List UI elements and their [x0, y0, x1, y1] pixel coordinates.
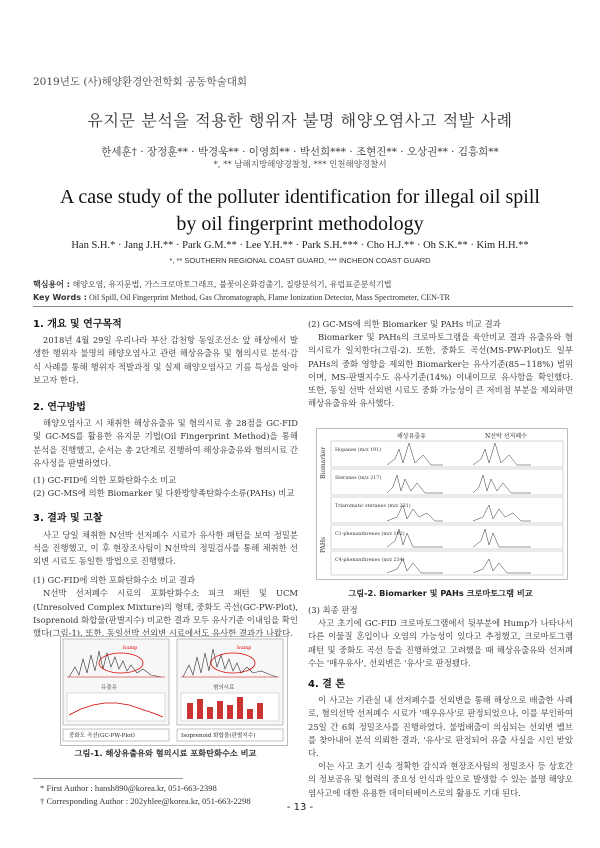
conference-name: 2019년도 (사)해양환경안전학회 공동학술대회 [33, 76, 248, 88]
fig1-right-title: 혐의시료 [213, 685, 235, 691]
keywords-english-text: Oil Spill, Oil Fingerprint Method, Gas Chromatograph, Flame Ionization Detector, Mass Spectrometer, CEN-TR [88, 293, 450, 302]
fig2-row-4 [331, 525, 563, 549]
keywords-korean [33, 278, 573, 291]
keywords-english-label: Key Words : [33, 293, 87, 302]
fig2-rows [331, 441, 563, 575]
fig2-side-label-pahs: PAHs [320, 536, 327, 553]
figure-2 [316, 428, 568, 580]
section-1-text: 2018년 4월 29일 우리나라 부산 감천항 동일조선소 앞 해상에서 발생한 행위자 불명의 해양오염사고 관련 해상유출유 및 혐의시료 분석·감식 사례를 통해 행위자 적발과정 및 실제 해양오염사고 기름 특성을 알아보고자 한다. [33, 335, 298, 385]
authors-korean: 한세훈† · 장정훈** · 박경욱** · 이영희** · 박선희*** · 조현진** · 오상권** · 김흥희** [101, 146, 499, 158]
figure-1-chromatograms [61, 637, 287, 745]
section-2-text: 해양오염사고 시 채취한 해상유출유 및 혐의시료 총 28점을 GC-FID 및 GC-MS를 활용한 유지문 기법(Oil Fingerprint Method)을 통해 분석을 진행했고, 순서는 총 2단계로 진행하여 해상유출유와 혐의시료 간 유사성을 판별하였다. [33, 418, 298, 468]
section-4-title: 4. 결 론 [308, 679, 346, 691]
fig2-row-1 [331, 441, 563, 467]
right-column-top [308, 318, 573, 410]
section-3-title: 3. 결과 및 고찰 [33, 513, 103, 525]
fig2-column-2-label: N선박 선저폐수 [485, 433, 527, 440]
section-4-text-2: 이는 사고 초기 신속 정확한 감식과 현장조사팀의 정밀조사 등 상호간의 정보공유 및 협력의 중요성 인식과 앞으로 발생할 수 있는 불명 해양오염사고에 대한 유용한 데이터베이스로의 활용도 기대 된다. [308, 761, 573, 798]
fig1-left-label: 중화도 곡선(GC-PW-Plot) [69, 733, 135, 739]
title-english-line1: A case study of the polluter identification for illegal oil spill [60, 186, 540, 208]
keywords-korean-text: 해양오염, 유지문법, 가스크로마토그래프, 불꽃이온화검출기, 질량분석기, 유럽표준분석기법 [72, 280, 392, 289]
section-2-title: 2. 연구방법 [33, 402, 86, 414]
section-3-item-1-text: N선박 선저폐수 시료의 포화탄화수소 피크 패턴 및 UCM (Unresolved Complex Mixture)의 형태, 중화도 곡선(GC-PW-Plot), Isoprenoid 화합물(판별지수) 비교한 결과 모두 유사기준 이내임을 확인했다(그림-1). 또한, 동일선박 선외변 시료에서도 유사한 결과가 나왔다. [33, 588, 298, 639]
header-divider [33, 306, 573, 307]
figure-2-caption: 그림-2. Biomarker 및 PAHs 크로마토그램 비교 [348, 588, 533, 598]
page-number: - 13 - [286, 802, 314, 813]
fig1-left-hump-label: hump [123, 645, 138, 651]
section-3-item-1: (1) GC-FID에 의한 포화탄화수소 비교 결과 [33, 575, 196, 586]
section-3-text: 사고 당일 채취한 N선박 선저폐수 시료가 유사한 패턴을 보여 정밀분석을 진행했고, 이 후 현장조사팀이 N선박의 정밀검사를 통해 채취한 선외변 시료도 동일한 방법으로 진행했다. [33, 529, 298, 567]
section-2-item-1: (1) GC-FID에 의한 포화탄화수소 비교 [33, 475, 177, 486]
section-4-text-1: 이 사고는 기관실 내 선저폐수를 선외변을 통해 해상으로 배출한 사례로, 혐의선박 선저폐수 시료가 '매우유사'로 판정되었으나, 이를 부인하여 25일 간 6회 정밀조사를 진행하였다. 불법배출이 의심되는 선외변 밸브를 찾아내어 분석 의뢰한 결과, '유사'로 판정되어 유출 사실을 시인 받았다. [308, 695, 573, 759]
fig2-row-3-label: Triaromatic steranes (m/z 231) [335, 504, 411, 509]
figure-1-caption: 그림-1. 해상유출유와 혐의시료 포화탄화수소 비교 [74, 748, 257, 758]
fig2-row-5 [331, 551, 563, 575]
authors-english: Han S.H.* · Jang J.H.** · Park G.M.** · Lee Y.H.** · Park S.H.*** · Cho H.J.** · Oh S.K.** · Kim H.H.** [71, 240, 529, 251]
title-english [0, 184, 600, 238]
fig1-left-pwplot [67, 693, 165, 721]
right-column-bottom [308, 604, 573, 800]
fig2-row-2 [331, 469, 563, 495]
fig2-column-1-label: 해상유출유 [397, 433, 426, 440]
left-column [33, 318, 298, 640]
fig2-row-3 [331, 497, 563, 523]
affiliations-korean: *, ** 남해지방해양경찰청, *** 인천해양경찰서 [213, 160, 387, 170]
fig1-left-title: 유출유 [101, 685, 117, 691]
fig2-row-1-label: Hopanes (m/z 191) [335, 448, 382, 453]
result-item-3-text: 사고 초기에 GC-FID 크로마토그램에서 뒷부분에 Hump가 나타나서 다른 이물질 혼입이나 오염의 가능성이 있다고 추정했고, 크로마토그램 패턴 및 중화도 곡선 등을 진행하였고 고려했을 때 해상유출유와 선저폐수는 '매우유사', 선외변은 '유사'로 판정됐다. [308, 618, 573, 668]
figure-2-chromatograms [317, 429, 567, 579]
fig2-row-5-label: C4-phenanthrenes (m/z 234) [335, 558, 405, 563]
footnote-divider [33, 778, 183, 779]
section-1-title: 1. 개요 및 연구목적 [33, 319, 122, 330]
section-2-item-2: (2) GC-MS에 의한 Biomarker 및 다환방향족탄화수소류(PAHs) 비교 [33, 488, 295, 499]
keywords-english [33, 291, 573, 304]
fig2-row-2-label: Steranes (m/z 217) [335, 476, 382, 481]
title-english-line2: by oil fingerprint methodology [176, 213, 424, 235]
figure-1 [60, 636, 288, 746]
affiliations-english: *, ** SOUTHERN REGIONAL COAST GUARD, *** INCHEON COAST GUARD [169, 256, 431, 265]
keywords-korean-label: 핵심용어 : [33, 280, 70, 289]
footnote-corresponding-author: † Corresponding Author : 202yhlee@korea.kr, 051-663-2298 [40, 796, 251, 806]
result-item-3: (3) 최종 판정 [308, 605, 358, 615]
footnote-first-author: * First Author : hansh890@korea.kr, 051-663-2398 [40, 783, 217, 793]
fig2-row-4-label: C1-phenanthrenes (m/z 192) [335, 532, 405, 537]
fig1-right-label: Isoprenoid 화합물(판별지수) [181, 733, 256, 739]
result-item-2-text: Biomarker 및 PAHs의 크로마토그램을 육안비교 결과 유출유와 혐의시료가 일치한다(그림-2). 또한, 중화도 곡선(MS-PW-Plot)도 일부 PAHs의 중화 영향을 제외한 Biomarker는 유사기준(85~118%) 범위이며, MS-판별지수도 유사기준(14%) 이내이므로 유사함을 확인했다. 또한, 동일 선박 선외변 시료도 중화 가능성이 큰 저비점 부분을 제외하면 해상유출유와 유사했다. [308, 332, 573, 409]
title-korean: 유지문 분석을 적용한 행위자 불명 해양오염사고 적발 사례 [87, 111, 513, 130]
keywords-block [33, 278, 573, 304]
result-item-2: (2) GC-MS에 의한 Biomarker 및 PAHs 비교 결과 [308, 319, 501, 329]
fig2-side-label-biomarker: Biomarker [320, 446, 327, 479]
fig1-right-hump-label: hump [237, 645, 252, 651]
